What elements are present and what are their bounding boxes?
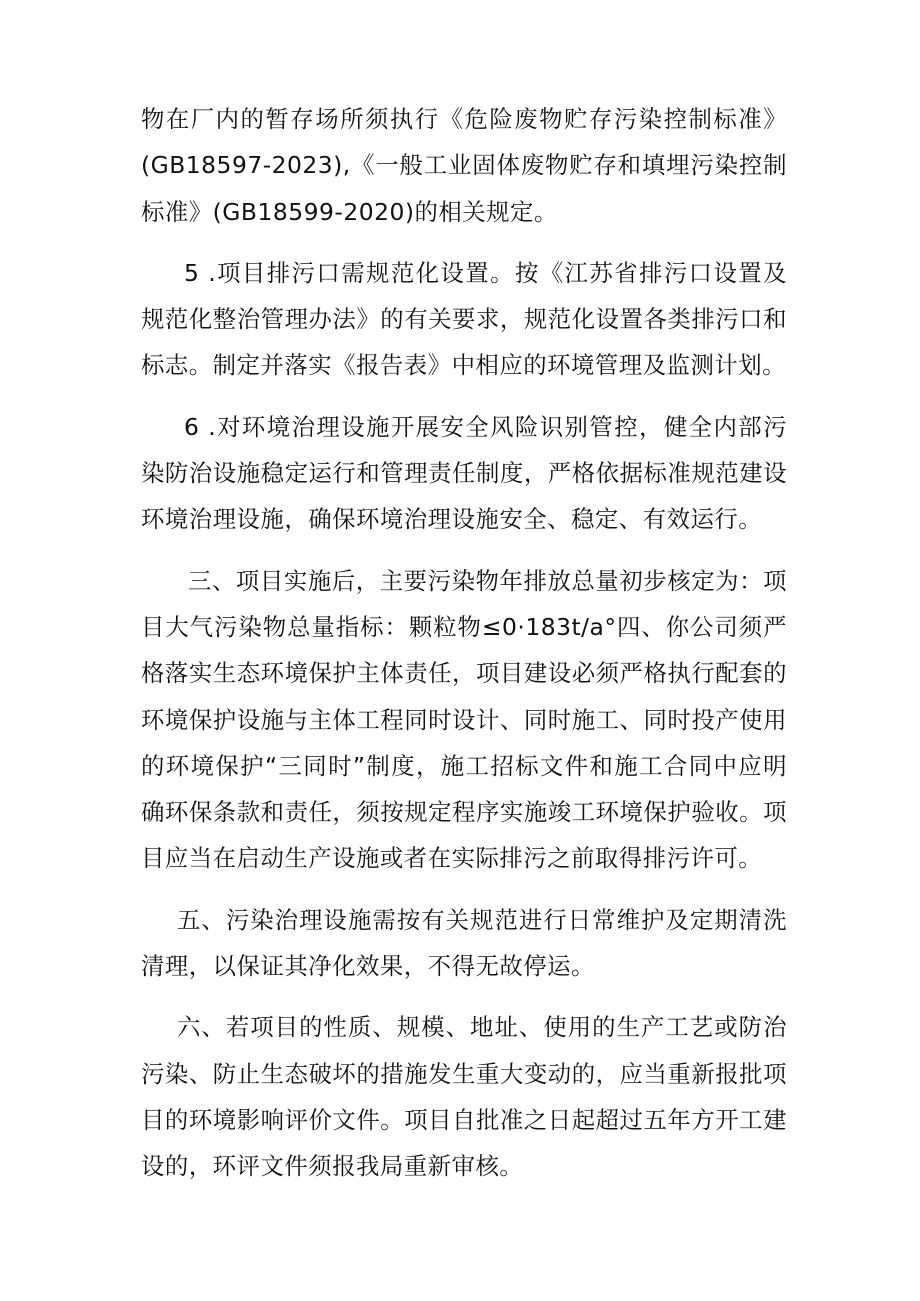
document-body [141, 96, 787, 1190]
paragraph-item-6: 6 .对环境治理设施开展安全风险识别管控，健全内部污染防治设施稳定运行和管理责任制度，严格依据标准规范建设环境治理设施，确保环境治理设施安全、稳定、有效运行。 [141, 412, 787, 534]
paragraph-continuation: 物在厂内的暂存场所须执行《危险废物贮存污染控制标准》(GB18597-2023),《一般工业固体废物贮存和填埋污染控制标准》(GB18599-2020)的相关规定。 [141, 105, 787, 226]
paragraph-section-3-4: 三、项目实施后，主要污染物年排放总量初步核定为：项目大气污染物总量指标：颗粒物≤0·183t/a°四、你公司须严格落实生态环境保护主体责任，项目建设必须严格执行配套的环境保护设施与主体工程同时设计、同时施工、同时投产使用的环境保护“三同时”制度，施工招标文件和施工合同中应明确环保条款和责任，须按规定程序实施竣工环境保护验收。项目应当在启动生产设施或者在实际排污之前取得排污许可。 [141, 566, 787, 873]
paragraph-section-6: 六、若项目的性质、规模、地址、使用的生产工艺或防治污染、防止生态破坏的措施发生重大变动的，应当重新报批项目的环境影响评价文件。项目自批准之日起超过五年方开工建设的，环评文件须报我局重新审核。 [141, 1013, 787, 1181]
paragraph-section-5: 五、污染治理设施需按有关规范进行日常维护及定期清洗清理，以保证其净化效果，不得无故停运。 [141, 905, 787, 981]
paragraph-item-5: 5 .项目排污口需规范化设置。按《江苏省排污口设置及规范化整治管理办法》的有关要求，规范化设置各类排污口和标志。制定并落实《报告表》中相应的环境管理及监测计划。 [141, 258, 787, 380]
